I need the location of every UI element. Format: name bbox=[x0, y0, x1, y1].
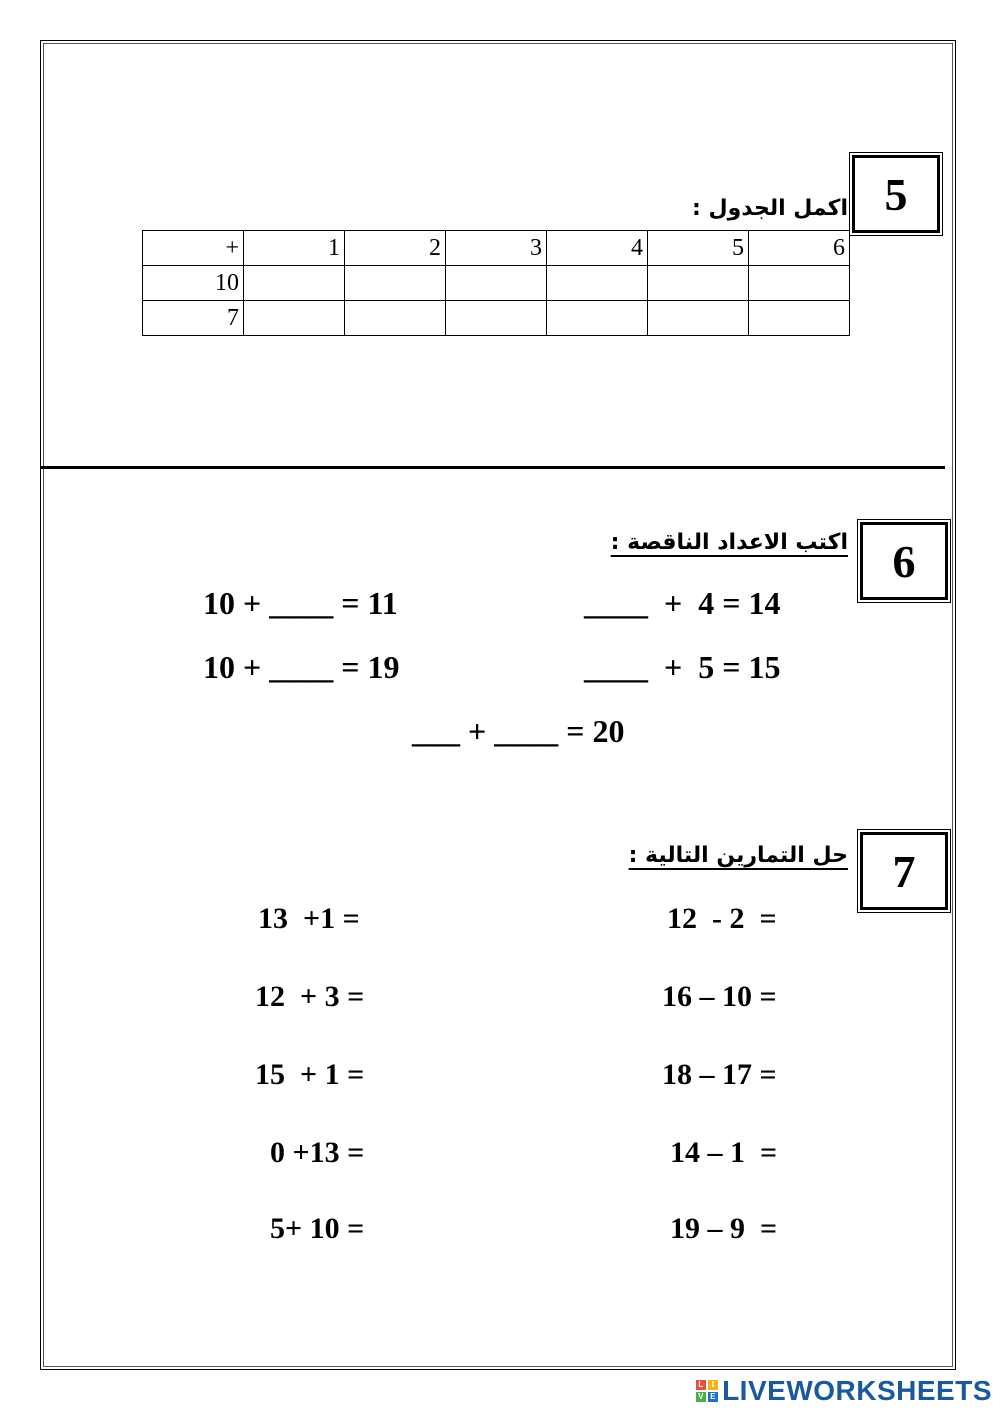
table-row-label: 7 bbox=[143, 301, 244, 336]
exercise: 5+ 10 = bbox=[270, 1212, 365, 1245]
answer-cell[interactable] bbox=[547, 301, 648, 336]
answer-cell[interactable] bbox=[547, 266, 648, 301]
section-7-number: 7 bbox=[892, 845, 916, 897]
exercise: 0 +13 = bbox=[270, 1136, 365, 1169]
answer-cell[interactable] bbox=[345, 266, 446, 301]
section-divider bbox=[40, 466, 945, 469]
answer-cell[interactable] bbox=[446, 266, 547, 301]
section-7-number-box bbox=[860, 832, 948, 910]
missing-number-equation: 10 + ____ = 19 bbox=[203, 649, 400, 685]
exercise: 12 - 2 = bbox=[667, 902, 777, 935]
exercise: 18 – 17 = bbox=[662, 1058, 777, 1091]
answer-cell[interactable] bbox=[446, 301, 547, 336]
section-7-title: حل التمارين التالية : bbox=[628, 843, 848, 868]
liveworksheets-logo[interactable] bbox=[696, 1375, 992, 1407]
exercise: 12 + 3 = bbox=[255, 980, 365, 1013]
table-header-cell: 4 bbox=[547, 231, 648, 266]
answer-cell[interactable] bbox=[244, 266, 345, 301]
answer-cell[interactable] bbox=[648, 301, 749, 336]
exercise: 14 – 1 = bbox=[670, 1136, 778, 1169]
table-header-cell: 1 bbox=[244, 231, 345, 266]
missing-number-equation: 10 + ____ = 11 bbox=[203, 585, 398, 621]
section-5-number: 5 bbox=[884, 168, 908, 220]
table-header-row bbox=[143, 231, 850, 266]
exercise: 15 + 1 = bbox=[255, 1058, 365, 1091]
answer-cell[interactable] bbox=[648, 266, 749, 301]
answer-cell[interactable] bbox=[749, 266, 850, 301]
answer-cell[interactable] bbox=[749, 301, 850, 336]
missing-number-equation: ____ + 5 = 15 bbox=[584, 649, 781, 685]
logo-square-icon: L bbox=[696, 1380, 706, 1390]
answer-cell[interactable] bbox=[244, 301, 345, 336]
table-header-cell: 3 bbox=[446, 231, 547, 266]
logo-square-icon: V bbox=[696, 1392, 706, 1402]
table-row bbox=[143, 301, 850, 336]
exercise: 16 – 10 = bbox=[662, 980, 777, 1013]
missing-number-equation: ____ + 4 = 14 bbox=[584, 585, 781, 621]
exercise: 13 +1 = bbox=[258, 902, 360, 935]
table-header-cell: 6 bbox=[749, 231, 850, 266]
section-6-title: اكتب الاعداد الناقصة : bbox=[610, 530, 848, 555]
logo-square-icon: I bbox=[708, 1380, 718, 1390]
section-5-title: اكمل الجدول : bbox=[692, 196, 848, 221]
section-5-number-box bbox=[852, 155, 940, 233]
section-6-number-box bbox=[860, 522, 948, 600]
table-header-cell: 5 bbox=[648, 231, 749, 266]
liveworksheets-logo-icon bbox=[696, 1380, 718, 1402]
logo-square-icon: E bbox=[708, 1392, 718, 1402]
table-row bbox=[143, 266, 850, 301]
table-header-cell: + bbox=[143, 231, 244, 266]
table-row-label: 10 bbox=[143, 266, 244, 301]
table-header-cell: 2 bbox=[345, 231, 446, 266]
logo-text: LIVEWORKSHEETS bbox=[722, 1375, 992, 1406]
section-6-number: 6 bbox=[892, 535, 916, 587]
missing-number-equation: ___ + ____ = 20 bbox=[412, 713, 625, 749]
answer-cell[interactable] bbox=[345, 301, 446, 336]
addition-table bbox=[142, 230, 850, 336]
exercise: 19 – 9 = bbox=[670, 1212, 778, 1245]
